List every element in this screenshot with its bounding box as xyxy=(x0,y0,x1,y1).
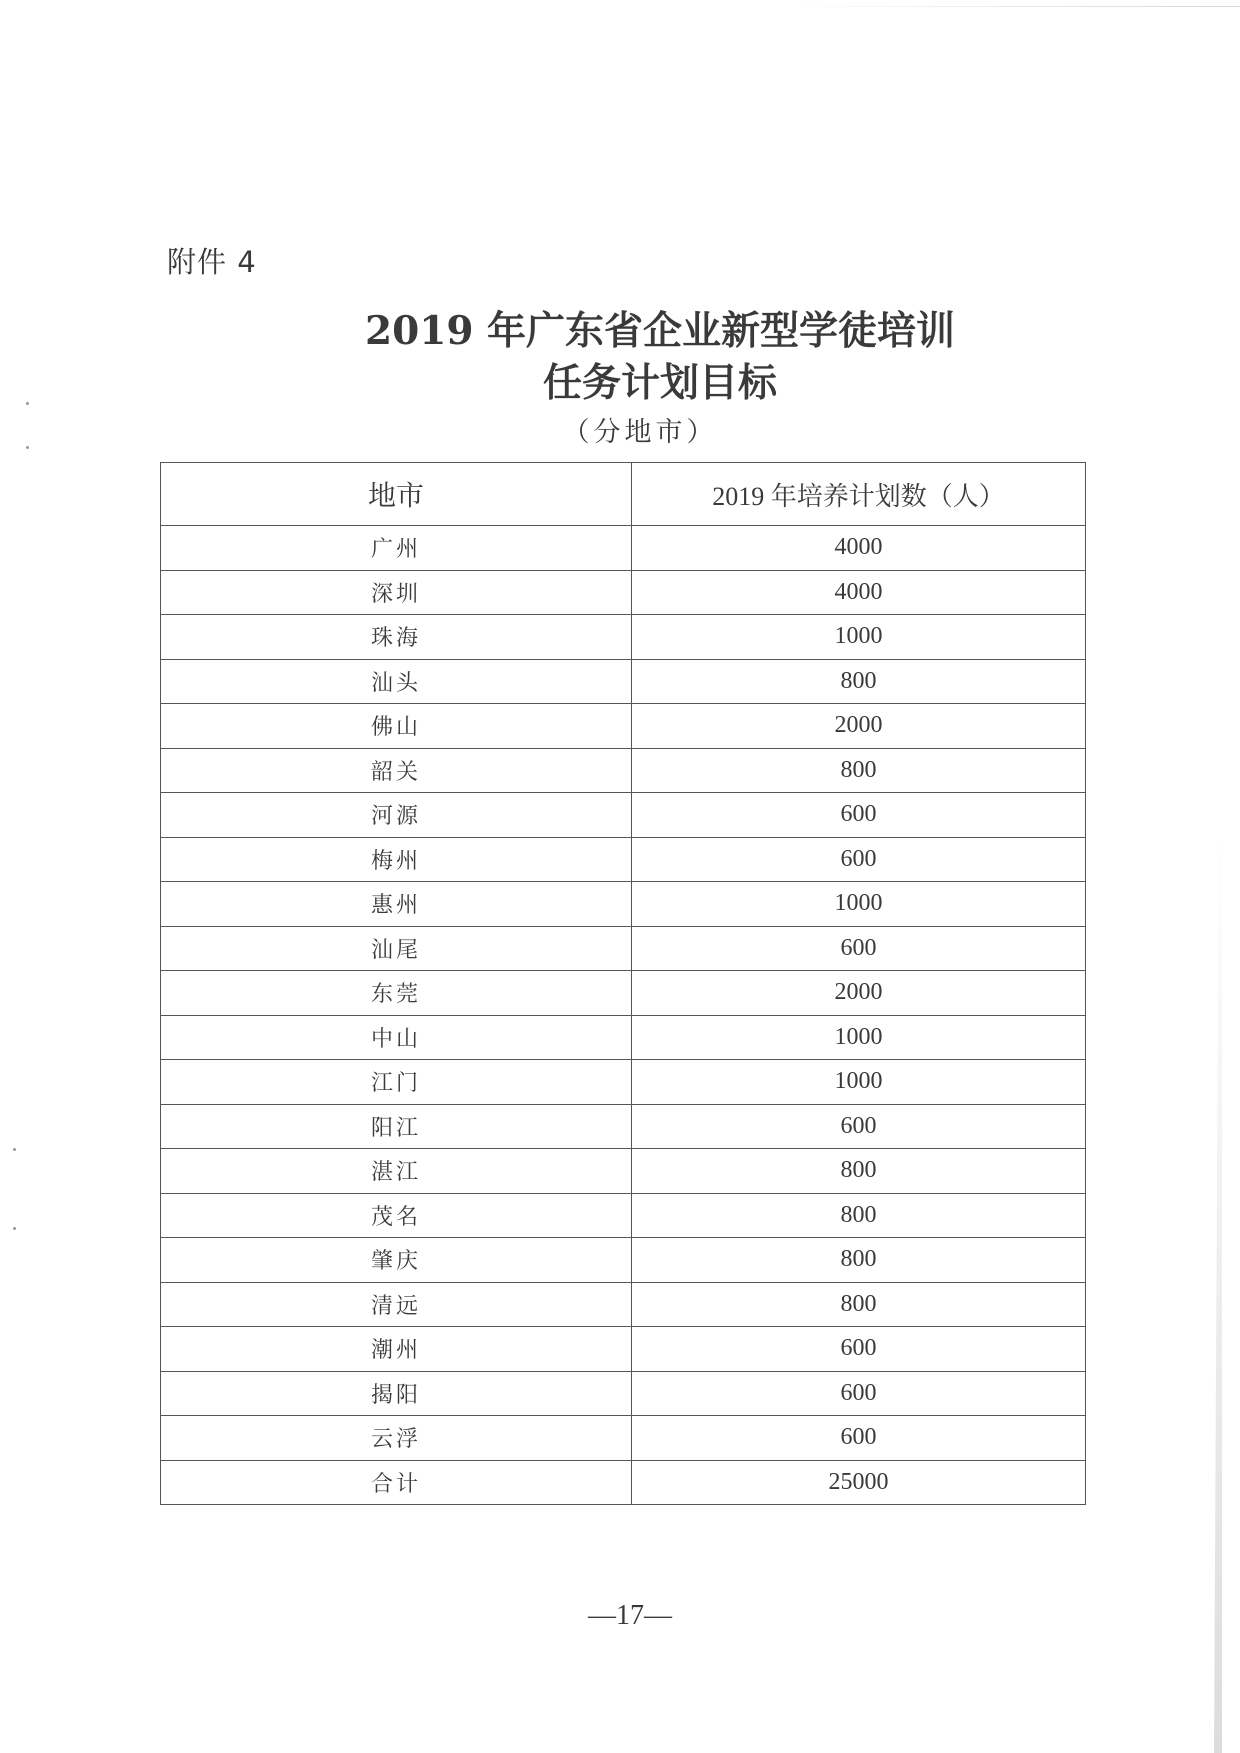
table-total-row xyxy=(161,1460,1086,1505)
value-cell: 800 xyxy=(632,659,1086,704)
table-row xyxy=(161,926,1086,971)
training-plan-table xyxy=(160,462,1086,1505)
value-cell: 2000 xyxy=(632,704,1086,749)
table-header-row xyxy=(161,463,1086,526)
table-row xyxy=(161,615,1086,660)
scan-speck xyxy=(13,1148,16,1151)
table-row xyxy=(161,971,1086,1016)
total-value-cell: 25000 xyxy=(632,1460,1086,1505)
value-cell: 600 xyxy=(632,1371,1086,1416)
value-cell: 1000 xyxy=(632,1015,1086,1060)
city-cell: 云浮 xyxy=(161,1416,632,1461)
city-cell: 阳江 xyxy=(161,1104,632,1149)
city-cell: 揭阳 xyxy=(161,1371,632,1416)
table-row xyxy=(161,1060,1086,1105)
value-cell: 1000 xyxy=(632,615,1086,660)
table-row xyxy=(161,1282,1086,1327)
city-cell: 茂名 xyxy=(161,1193,632,1238)
value-cell: 600 xyxy=(632,1327,1086,1372)
value-cell: 1000 xyxy=(632,1060,1086,1105)
table-row xyxy=(161,1238,1086,1283)
total-label-cell: 合计 xyxy=(161,1460,632,1505)
table-row xyxy=(161,526,1086,571)
value-cell: 800 xyxy=(632,748,1086,793)
value-cell: 4000 xyxy=(632,526,1086,571)
city-cell: 潮州 xyxy=(161,1327,632,1372)
city-cell: 梅州 xyxy=(161,837,632,882)
table-row xyxy=(161,1327,1086,1372)
city-cell: 深圳 xyxy=(161,570,632,615)
table-row xyxy=(161,882,1086,927)
attachment-label: 附件 4 xyxy=(167,245,257,279)
city-cell: 韶关 xyxy=(161,748,632,793)
value-cell: 2000 xyxy=(632,971,1086,1016)
value-cell: 600 xyxy=(632,793,1086,838)
city-cell: 惠州 xyxy=(161,882,632,927)
value-cell: 800 xyxy=(632,1282,1086,1327)
city-cell: 珠海 xyxy=(161,615,632,660)
table-row xyxy=(161,837,1086,882)
value-cell: 600 xyxy=(632,926,1086,971)
scan-speck xyxy=(26,402,29,405)
city-cell: 汕头 xyxy=(161,659,632,704)
table-row xyxy=(161,1193,1086,1238)
table-row xyxy=(161,793,1086,838)
table-row xyxy=(161,1104,1086,1149)
table-row xyxy=(161,659,1086,704)
value-cell: 1000 xyxy=(632,882,1086,927)
table-row xyxy=(161,570,1086,615)
table-row xyxy=(161,704,1086,749)
value-cell: 800 xyxy=(632,1149,1086,1194)
document-title-line-1: 2019 年广东省企业新型学徒培训 xyxy=(364,308,956,354)
value-cell: 800 xyxy=(632,1193,1086,1238)
table-row xyxy=(161,748,1086,793)
value-cell: 800 xyxy=(632,1238,1086,1283)
city-cell: 清远 xyxy=(161,1282,632,1327)
value-cell: 600 xyxy=(632,837,1086,882)
document-subtitle: （分地市） xyxy=(562,417,718,448)
value-cell: 4000 xyxy=(632,570,1086,615)
header-plan-count: 2019 年培养计划数（人） xyxy=(632,463,1086,526)
city-cell: 肇庆 xyxy=(161,1238,632,1283)
city-cell: 佛山 xyxy=(161,704,632,749)
table-row xyxy=(161,1015,1086,1060)
table-row xyxy=(161,1149,1086,1194)
scan-edge-top xyxy=(780,6,1240,7)
city-cell: 江门 xyxy=(161,1060,632,1105)
city-cell: 汕尾 xyxy=(161,926,632,971)
city-cell: 湛江 xyxy=(161,1149,632,1194)
table-row xyxy=(161,1416,1086,1461)
table-row xyxy=(161,1371,1086,1416)
page-number: —17— xyxy=(588,1600,672,1631)
city-cell: 河源 xyxy=(161,793,632,838)
value-cell: 600 xyxy=(632,1104,1086,1149)
city-cell: 广州 xyxy=(161,526,632,571)
city-cell: 中山 xyxy=(161,1015,632,1060)
scan-speck xyxy=(13,1227,16,1230)
document-title-line-2: 任务计划目标 xyxy=(542,360,777,406)
city-cell: 东莞 xyxy=(161,971,632,1016)
header-city: 地市 xyxy=(161,463,632,526)
value-cell: 600 xyxy=(632,1416,1086,1461)
